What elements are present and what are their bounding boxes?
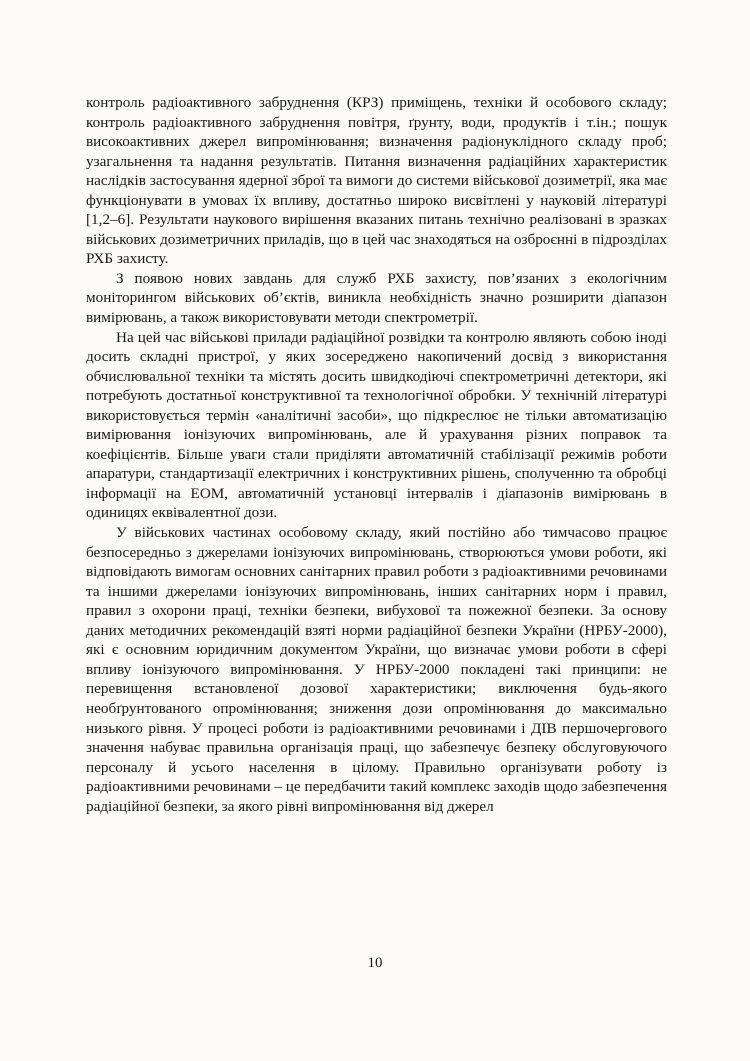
paragraph-3: На цей час військові прилади радіаційної розвідки та контролю являють собою іноді досить складні пристрої, у яких зосереджено накопичений досвід з використання обчислювальної техніки та містять досить швидкодіючі спектрометричні детектори, які потребують достатньої конструктивної та технологічної обробки. У технічній літературі використовується термін «аналітичні засоби», що підкреслює не тільки автоматизацію вимірювання іонізуючих випромінювань, але й урахування різних поправок та коефіцієнтів. Більше уваги стали приділяти автоматичній стабілізації режимів роботи апаратури, стандартизації електричних і конструктивних рішень, сполученню та обробці інформації на ЕОМ, автоматичній установці інтервалів і діапазонів вимірювань в одиницях еквівалентної дози. (86, 328, 667, 522)
page-number: 10 (367, 955, 383, 971)
paragraph-2: З появою нових завдань для служб РХБ захисту, пов’язаних з екологічним моніторингом військових об’єктів, виникла необхідність значно розширити діапазон вимірювань, а також використовувати методи спектрометрії. (86, 269, 667, 327)
paragraph-1: контроль радіоактивного забруднення (КРЗ) приміщень, техніки й особового складу; контроль радіоактивного забруднення повітря, ґрунту, води, продуктів і т.ін.; пошук високоактивних джерел випромінювання; визначення радіонуклідного складу проб; узагальнення та надання результатів. Питання визначення радіаційних характеристик наслідків застосування ядерної зброї та вимоги до системи військової дозиметрії, яка має функціонувати в умовах їх впливу, достатньо широко висвітлені у науковій літературі [1,2–6]. Результати наукового вирішення вказаних питань технічно реалізовані в зразках військових дозиметричних приладів, що в цей час знаходяться на озброєнні в підрозділах РХБ захисту. (86, 94, 667, 268)
paragraph-4: У військових частинах особовому складу, який постійно або тимчасово працює безпосередньо з джерелами іонізуючих випромінювань, створюються умови роботи, які відповідають вимогам основних санітарних правил роботи з радіоактивними речовинами та іншими джерелами іонізуючих випромінювань, інших санітарних норм і правил, правил з охорони праці, техніки безпеки, вибухової та пожежної безпеки. За основу даних методичних рекомендацій взяті норми радіаційної безпеки України (НРБУ-2000), які є основним юридичним документом України, що визначає умови роботи в сфері впливу іонізуючого випромінювання. У НРБУ-2000 покладені такі принципи: не перевищення встановленої дозової характеристики; виключення будь-якого необґрунтованого опромінювання; зниження дози опромінювання до максимально низького рівня. У процесі роботи із радіоактивними речовинами і ДІВ першочергового значення набуває правильна організація праці, що забезпечує безпеку обслуговуючого персоналу й усього населення в цілому. Правильно організувати роботу із радіоактивними речовинами – це передбачити такий комплекс заходів щодо забезпечення радіаційної безпеки, за якого рівні випромінювання від джерел (86, 524, 667, 815)
body-text (86, 93, 667, 816)
